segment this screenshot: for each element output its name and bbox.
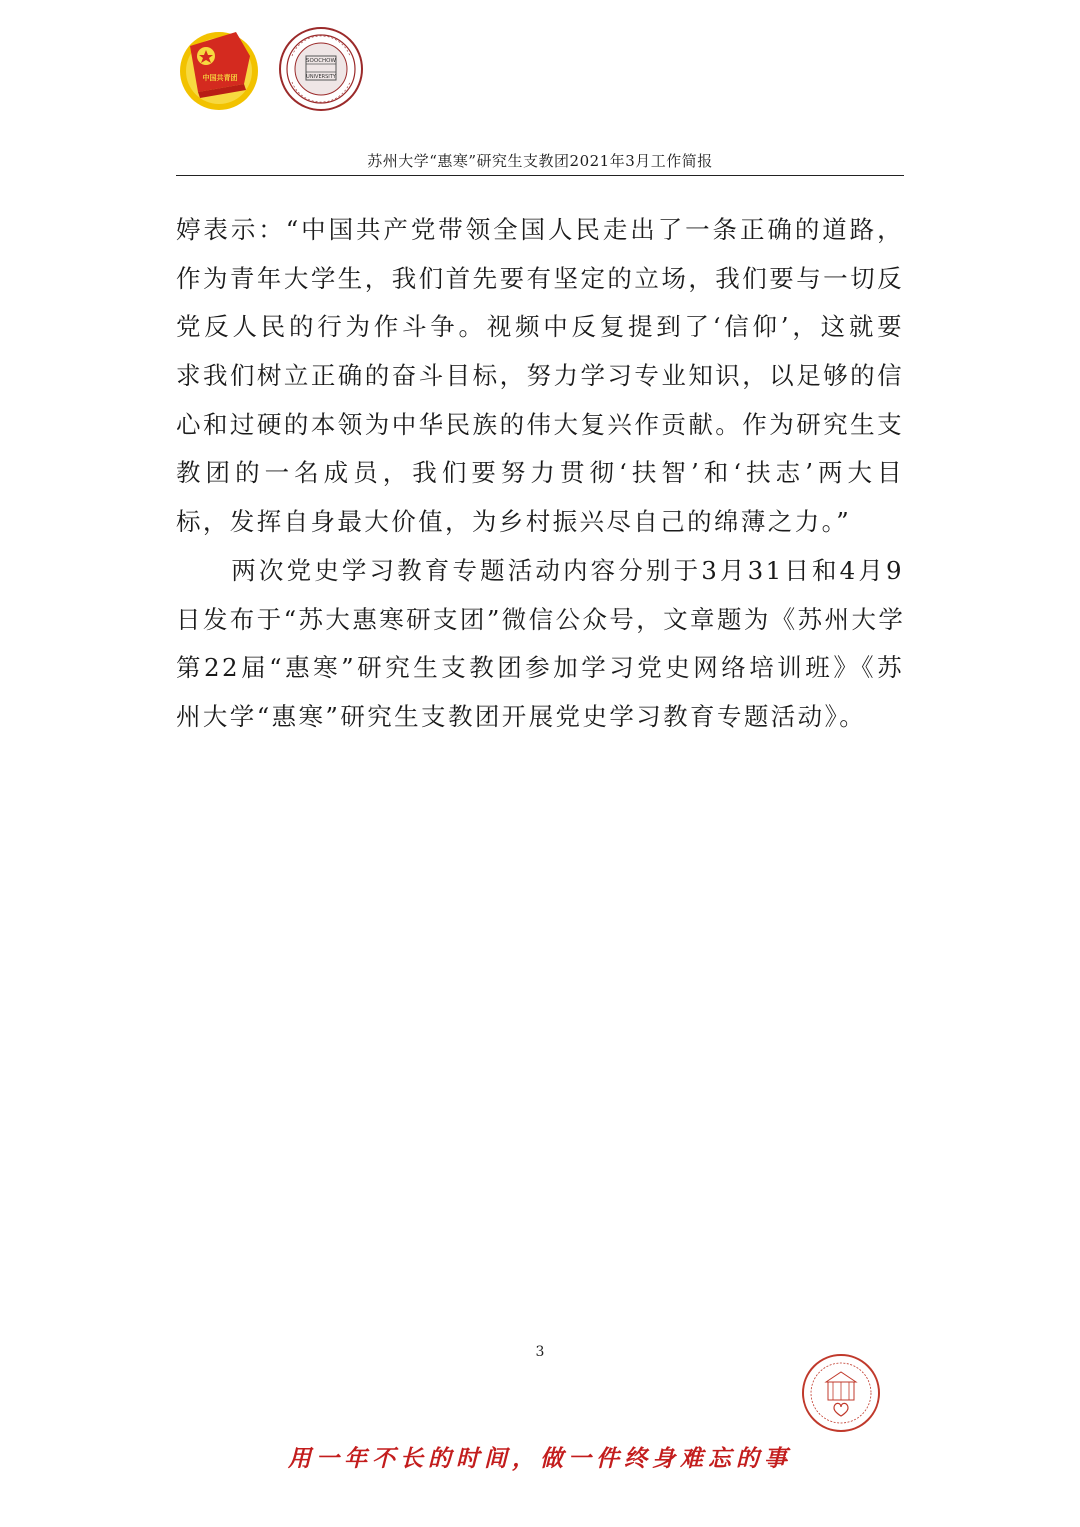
body-line: 婷表示：“中国共产党带领全国人民走出了一条正确的道路，: [176, 215, 904, 244]
body-line: 两次党史学习教育专题活动内容分别于3月31日和4月9: [176, 555, 904, 585]
body-line: 第22届“惠寒”研究生支教团参加学习党史网络培训班》《苏: [176, 653, 904, 683]
page-number: 3: [535, 1344, 545, 1360]
body-line: 求我们树立正确的奋斗目标，努力学习专业知识，以足够的信: [176, 361, 904, 391]
svg-text:UNIVERSITY: UNIVERSITY: [306, 74, 336, 80]
body-line: 州大学“惠寒”研究生支教团开展党史学习教育专题活动》。: [176, 701, 867, 731]
header-divider: [176, 175, 904, 176]
body-text: [176, 206, 904, 742]
university-logo: [278, 26, 364, 112]
footer-slogan: 用一年不长的时间，做一件终身难忘的事: [288, 1445, 792, 1472]
svg-text:SOOCHOW: SOOCHOW: [306, 58, 336, 64]
body-line: 作为青年大学生，我们首先要有坚定的立场，我们要与一切反: [176, 263, 904, 293]
seal-stamp: [800, 1352, 882, 1434]
svg-text:中国共青团: 中国共青团: [202, 74, 238, 82]
body-line: 教团的一名成员，我们要努力贯彻‘扶智’和‘扶志’两大目: [176, 458, 904, 488]
body-line: 心和过硬的本领为中华民族的伟大复兴作贡献。作为研究生支: [176, 409, 904, 439]
youth-league-logo: [176, 26, 262, 112]
body-line: 党反人民的行为作斗争。视频中反复提到了‘信仰’，这就要: [176, 312, 904, 342]
body-line: 标，发挥自身最大价值，为乡村振兴尽自己的绵薄之力。”: [176, 507, 852, 537]
header-title: 苏州大学“惠寒”研究生支教团2021年3月工作简报: [367, 152, 713, 170]
body-line: 日发布于“苏大惠寒研支团”微信公众号，文章题为《苏州大学: [176, 604, 906, 634]
